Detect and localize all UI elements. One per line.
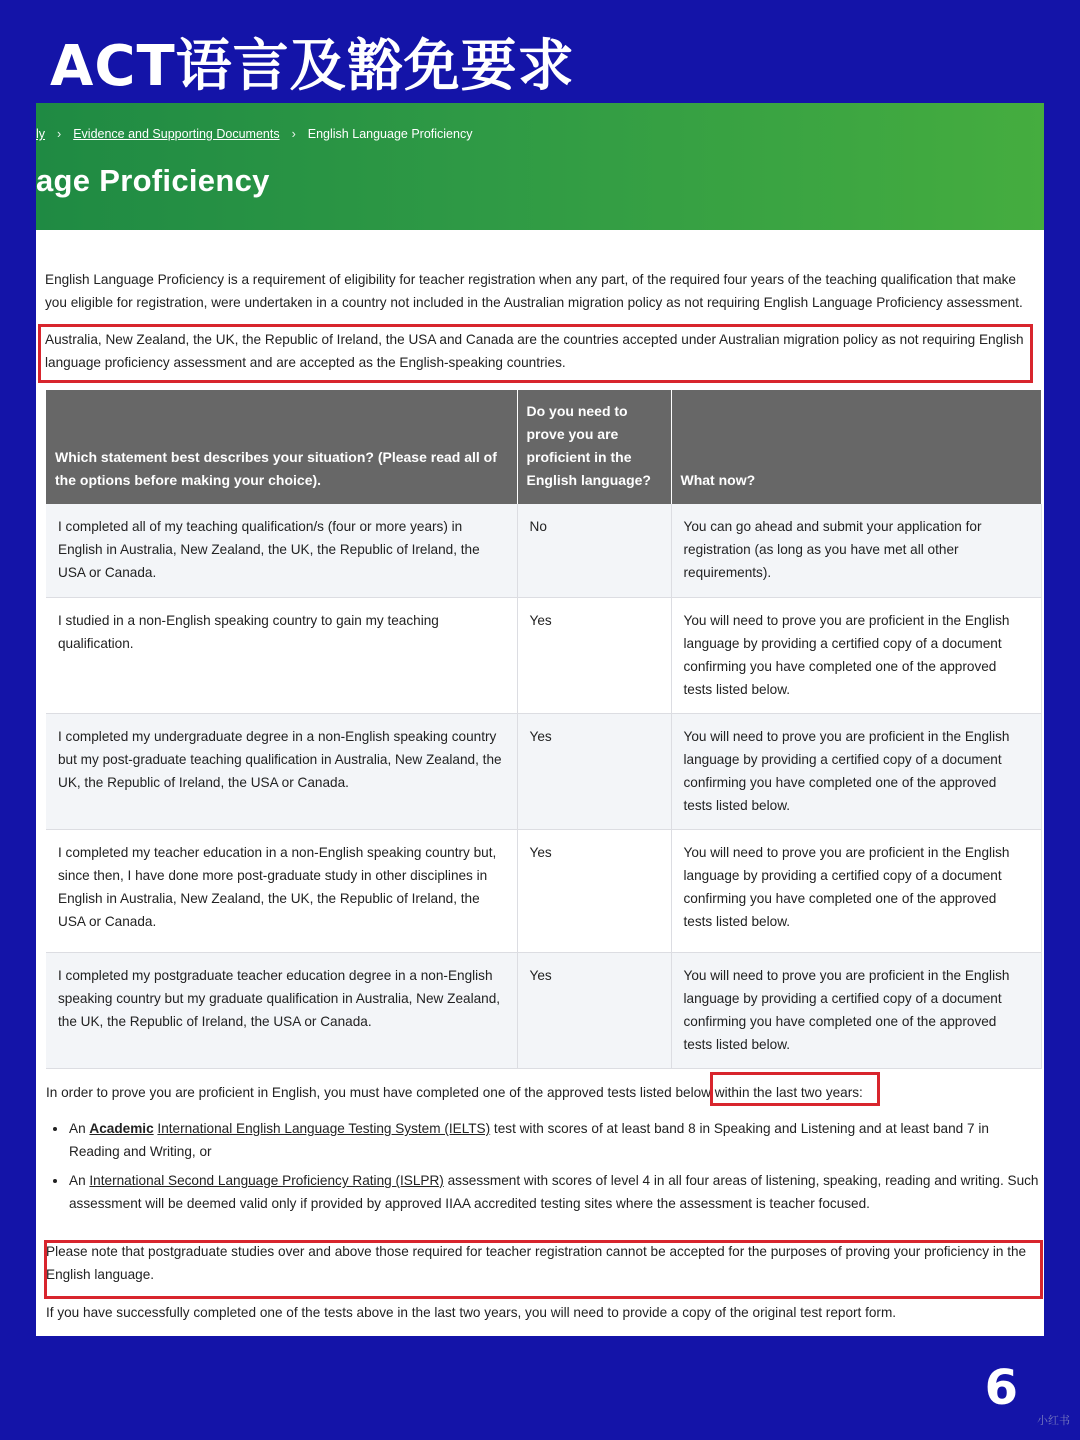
chevron-right-icon: ›	[57, 127, 62, 141]
breadcrumb-current: English Language Proficiency	[307, 127, 473, 141]
page-header-banner	[36, 103, 1044, 230]
tests-intro-highlight: w within the last two years:	[701, 1085, 863, 1100]
intro-paragraph: English Language Proficiency is a requirement of eligibility for teacher registration when any part, of the required four years of the teaching qualification that make you eligible for registration, were undertaken in a country not included in the Australian migration policy as not requiring English Language Proficiency assessment.	[45, 272, 1023, 310]
breadcrumb	[36, 127, 472, 141]
table-row	[46, 504, 1041, 597]
cell-need: No	[517, 504, 671, 597]
cell-need: Yes	[517, 829, 671, 952]
approved-tests-list	[46, 1117, 1041, 1221]
cell-situation: I completed my teacher education in a non-English speaking country but, since then, I have done more post-graduate study in other disciplines in English in Australia, New Zealand, the UK, the Republic of Ireland, the USA or Canada.	[46, 829, 517, 952]
breadcrumb-link-parent[interactable]: ly	[36, 127, 46, 141]
column-header-what-now: What now?	[671, 390, 1041, 504]
proficiency-table	[46, 390, 1042, 1069]
cell-action: You will need to prove you are proficient in the English language by providing a certified copy of a document confirming you have completed one of the approved tests listed below.	[671, 597, 1041, 713]
academic-link[interactable]: Academic	[89, 1121, 154, 1136]
table-header-row	[46, 390, 1041, 504]
tests-intro-text: In order to prove you are proficient in English, you must have completed one of the approved tests listed belo	[46, 1085, 702, 1100]
cell-situation: I completed my undergraduate degree in a non-English speaking country but my post-graduate teaching qualification in Australia, New Zealand, the UK, the Republic of Ireland, the USA or Canada.	[46, 713, 517, 829]
cell-action: You can go ahead and submit your application for registration (as long as you have met all other requirements).	[671, 504, 1041, 597]
islpr-link[interactable]: International Second Language Proficiency Rating (ISLPR)	[89, 1173, 444, 1188]
column-header-need: Do you need to prove you are proficient in the English language?	[517, 390, 671, 504]
bullet-text: assessment with scores of level 4 in all four areas of listening, speaking, reading and writing. Such assessment will be deemed valid only if provided by approved IIAA accredited testing sites where the assessment is teacher focused.	[69, 1173, 1039, 1211]
cell-action: You will need to prove you are proficient in the English language by providing a certified copy of a document confirming you have completed one of the approved tests listed below.	[671, 829, 1041, 952]
table-row	[46, 597, 1041, 713]
chevron-right-icon: ›	[291, 127, 296, 141]
bullet-text: An	[69, 1121, 90, 1136]
table-row	[46, 952, 1041, 1068]
bullet-text: An	[69, 1173, 90, 1188]
cell-need: Yes	[517, 713, 671, 829]
english-speaking-countries-paragraph: Australia, New Zealand, the UK, the Republic of Ireland, the USA and Canada are the countries accepted under Australian migration policy as not requiring English language proficiency assessment and are accepted as the English-speaking countries.	[45, 332, 1024, 370]
cell-situation: I studied in a non-English speaking country to gain my teaching qualification.	[46, 597, 517, 713]
table-row	[46, 829, 1041, 952]
cell-situation: I completed my postgraduate teacher education degree in a non-English speaking country but my graduate qualification in Australia, New Zealand, the UK, the Republic of Ireland, the USA or Canada.	[46, 952, 517, 1068]
cell-action: You will need to prove you are proficient in the English language by providing a certified copy of a document confirming you have completed one of the approved tests listed below.	[671, 713, 1041, 829]
page-title: age Proficiency	[36, 163, 270, 198]
cell-need: Yes	[517, 597, 671, 713]
bullet-text: test with scores of at least band 8 in Speaking and Listening and at least band 7 in Reading and Writing, or	[69, 1121, 989, 1159]
breadcrumb-link-evidence[interactable]: Evidence and Supporting Documents	[73, 127, 280, 141]
highlight-box-two-years	[710, 1072, 880, 1106]
ielts-link[interactable]: International English Language Testing System (IELTS)	[157, 1121, 491, 1136]
cell-need: Yes	[517, 952, 671, 1068]
final-note: If you have successfully completed one of the tests above in the last two years, you will need to provide a copy of the original test report form.	[46, 1305, 897, 1320]
postgrad-note: Please note that postgraduate studies over and above those required for teacher registration cannot be accepted for the purposes of proving your proficiency in the English language.	[46, 1244, 1027, 1282]
table-row	[46, 713, 1041, 829]
cell-action: You will need to prove you are proficient in the English language by providing a certified copy of a document confirming you have completed one of the approved tests listed below.	[671, 952, 1041, 1068]
tests-intro-paragraph	[46, 1081, 1036, 1104]
list-item	[46, 1169, 1041, 1215]
page-screenshot	[36, 103, 1044, 1336]
cell-situation: I completed all of my teaching qualification/s (four or more years) in English in Australia, New Zealand, the UK, the Republic of Ireland, the USA or Canada.	[46, 504, 517, 597]
page-number: 6	[984, 1360, 1018, 1416]
column-header-situation: Which statement best describes your situation? (Please read all of the options before making your choice).	[46, 390, 517, 504]
poster-title: ACT语言及豁免要求	[50, 34, 575, 99]
watermark-logo: 小红书	[1037, 1414, 1070, 1427]
list-item	[46, 1117, 1041, 1163]
